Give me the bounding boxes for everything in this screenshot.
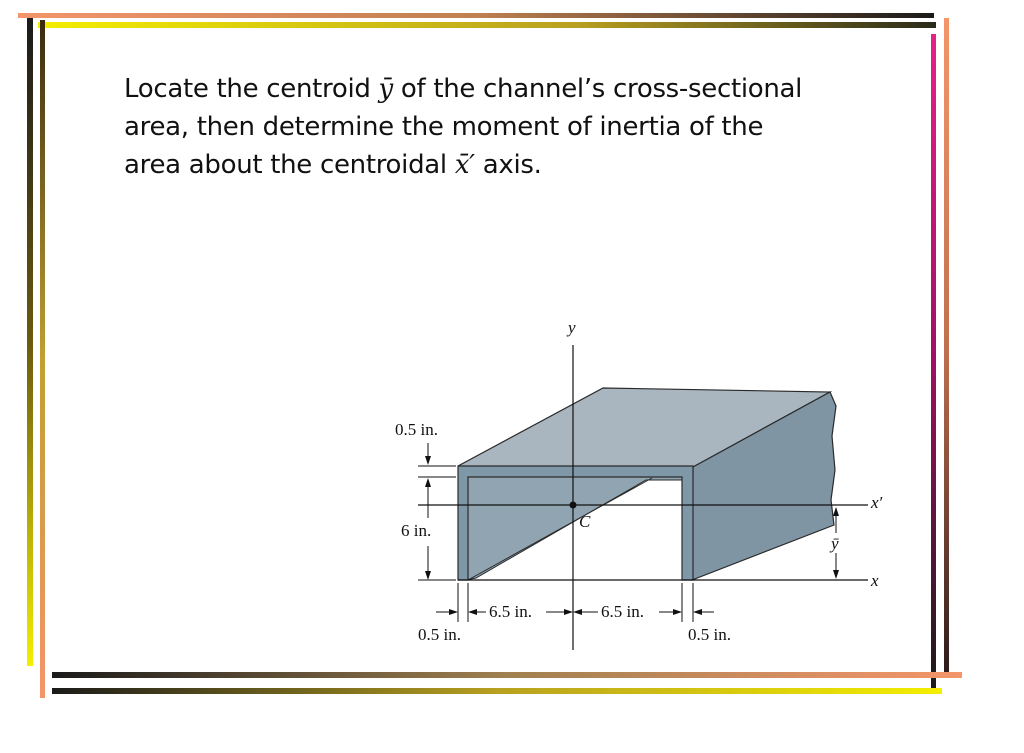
left-web-dim-arrow	[449, 609, 458, 615]
left-half-dim-arrow-right	[564, 609, 573, 615]
frame-top-salmon-bar	[18, 13, 934, 18]
problem-line-1-text-a: Locate the centroid	[124, 74, 379, 104]
left-half-width-label: 6.5 in.	[489, 602, 532, 621]
y-bar-label: ȳ	[831, 534, 839, 553]
x-prime-axis-label: x′	[871, 493, 883, 512]
y-bar-arrow-down	[833, 570, 839, 579]
frame-right-salmon-bar	[944, 18, 949, 678]
right-half-dim-arrow-right	[673, 609, 682, 615]
problem-line-3-text-b: axis.	[474, 150, 542, 180]
problem-line-3-text-a: area about the centroidal	[124, 150, 455, 180]
centroid-label: C	[579, 512, 591, 531]
channel-inner-face	[466, 476, 683, 580]
frame-right-magenta-bar	[931, 34, 936, 690]
flange-thickness-label: 0.5 in.	[395, 420, 438, 439]
frame-bottom-dark-bar	[52, 672, 962, 678]
problem-line-1	[124, 70, 884, 108]
problem-line-3	[124, 146, 884, 184]
height-label: 6 in.	[401, 521, 432, 540]
problem-line-2: area, then determine the moment of inertia of the	[124, 112, 764, 142]
right-half-width-label: 6.5 in.	[601, 602, 644, 621]
y-bar-arrow-up	[833, 507, 839, 516]
flange-dim-arrow	[425, 456, 431, 465]
height-dim-arrow-down	[425, 571, 431, 580]
frame-left-black-bar	[27, 18, 33, 666]
x-axis-label: x	[871, 571, 879, 590]
frame-top-yellow-bar	[38, 22, 936, 28]
channel-figure	[380, 300, 900, 660]
y-bar-symbol: ȳ	[378, 74, 393, 104]
right-web-thickness-label: 0.5 in.	[688, 625, 731, 644]
centroid-point	[570, 502, 577, 509]
x-prime-bar-symbol: x̄′	[454, 150, 475, 180]
frame-left-salmon-bar	[40, 20, 45, 698]
left-web-thickness-label: 0.5 in.	[418, 625, 461, 644]
problem-line-1-text-b: of the channel’s cross-sectional	[392, 74, 803, 104]
y-axis-label: y	[568, 318, 576, 337]
frame-bottom-yellow-bar	[52, 688, 942, 694]
problem-statement	[124, 70, 884, 184]
